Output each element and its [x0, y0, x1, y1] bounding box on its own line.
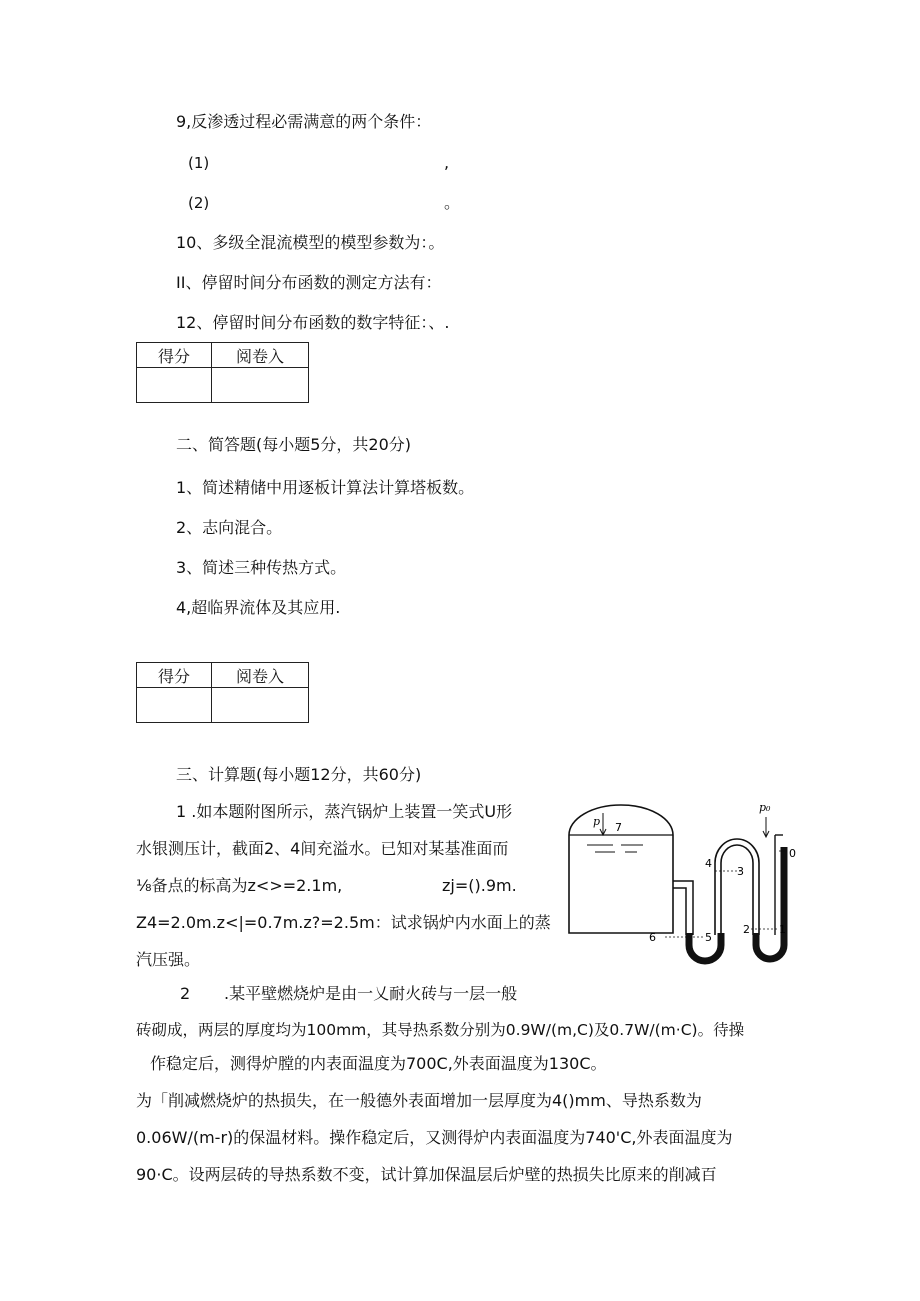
label-7: 7	[615, 821, 622, 834]
problem-2-line-1: .某平壁燃烧炉是由一乂耐火砖与一层一般	[224, 984, 518, 1003]
right-mercury-u	[756, 847, 784, 959]
problem-2-line-5: 0.06W/(m-r)的保温材料。操作稳定后，又测得炉内表面温度为740'C,外表面温度为	[136, 1128, 733, 1147]
part2-heading: 二、简答题(每小题5分，共20分)	[176, 435, 412, 454]
label-3: 3	[737, 865, 744, 878]
problem-2-line-3: 作稳定后，测得炉膛的内表面温度为700C,外表面温度为130C。	[150, 1054, 607, 1073]
upper-inverted-u	[721, 845, 753, 935]
part2-question-1: 1、简述精储中用逐板计算法计算塔板数。	[176, 478, 475, 497]
label-4: 4	[705, 857, 712, 870]
question-9-item-1-label: (1)	[188, 154, 210, 172]
label-0: 0	[789, 847, 796, 860]
connecting-pipe	[673, 881, 693, 935]
problem-2-line-6: 90·C。设两层砖的导热系数不变，试计算加保温层后炉壁的热损失比原来的削减百	[136, 1165, 717, 1184]
question-12: 12、停留时间分布函数的数字特征：、.	[176, 313, 450, 332]
part2-question-4: 4,超临界流体及其应用.	[176, 598, 341, 617]
grader-cell[interactable]	[212, 688, 309, 723]
label-6: 6	[649, 931, 656, 944]
question-10: 10、多级全混流模型的模型参数为：。	[176, 233, 445, 252]
score-cell[interactable]	[137, 368, 212, 403]
problem-2-number: 2	[180, 984, 191, 1003]
grader-cell[interactable]	[212, 368, 309, 403]
problem-1-line-3a: ⅛备点的标高为z<>=2.1m,	[136, 876, 343, 895]
label-1: 1	[779, 923, 786, 936]
question-9: 9,反渗透过程必需满意的两个条件：	[176, 112, 432, 131]
grader-header: 阅卷入	[212, 343, 309, 368]
problem-1-line-1: 1 .如本题附图所示，蒸汽锅炉上装置一笑式U形	[176, 802, 513, 821]
part2-question-2: 2、志向混合。	[176, 518, 283, 537]
boiler-manometer-figure	[565, 795, 795, 975]
problem-2-line-2: 砖砌成，两层的厚度均为100mm，其导热系数分别为0.9W/(m,C)及0.7W/(m·C)。待操	[136, 1021, 745, 1039]
score-table-2	[136, 662, 309, 723]
part2-question-3: 3、简述三种传热方式。	[176, 558, 347, 577]
problem-1-line-4: Z4=2.0m.z<|=0.7m.z?=2.5m：试求锅炉内水面上的蒸	[136, 913, 551, 932]
score-table-1	[136, 342, 309, 403]
question-11: II、停留时间分布函数的测定方法有：	[176, 273, 442, 292]
label-p: p	[593, 815, 601, 828]
connecting-pipe	[673, 888, 686, 935]
label-p0: p₀	[759, 801, 771, 814]
question-9-item-2-end: 。	[444, 193, 461, 212]
grader-header: 阅卷入	[212, 663, 309, 688]
label-2: 2	[743, 923, 750, 936]
question-9-item-1-end: ,	[444, 153, 450, 172]
problem-2-line-4: 为「削减燃烧炉的热损失，在一般德外表面增加一层厚度为4()mm、导热系数为	[136, 1091, 702, 1110]
part3-heading: 三、计算题(每小题12分，共60分)	[176, 765, 422, 784]
problem-1-line-5: 汽压强。	[136, 950, 201, 969]
score-header: 得分	[137, 663, 212, 688]
score-header: 得分	[137, 343, 212, 368]
problem-1-line-2: 水银测压计，截面2、4间充溢水。已知对某基准面而	[136, 839, 509, 858]
question-9-item-2-label: (2)	[188, 194, 210, 212]
label-5: 5	[705, 931, 712, 944]
problem-1-line-3b: zj=().9m.	[442, 876, 517, 895]
score-cell[interactable]	[137, 688, 212, 723]
